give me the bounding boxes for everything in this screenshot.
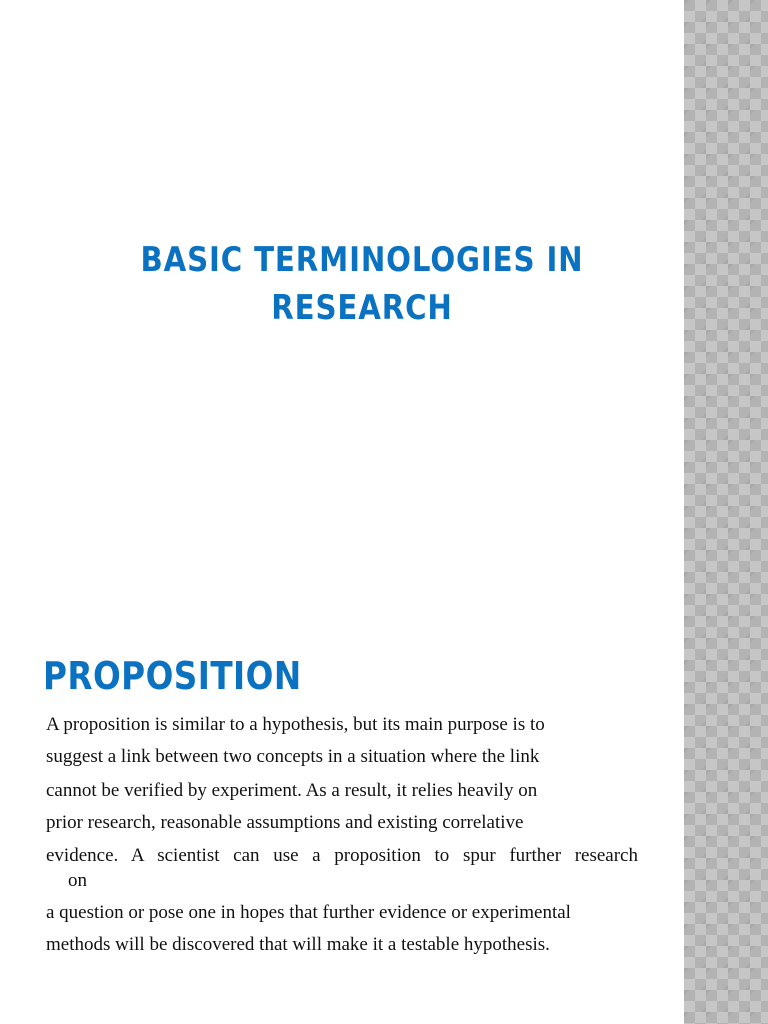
body-line-1: A proposition is similar to a hypothesis, but its main purpose is to — [46, 714, 545, 735]
body-line-4: prior research, reasonable assumptions and existing correlative — [46, 812, 524, 833]
body-line-6: on — [68, 870, 87, 891]
body-line-5: evidence. A scientist can use a proposition to spur further research — [46, 845, 638, 866]
section-heading: PROPOSITION — [43, 654, 302, 698]
decorative-side-pattern — [684, 0, 768, 1024]
slide-title — [85, 236, 639, 332]
slide-title-line-1: BASIC TERMINOLOGIES IN — [140, 240, 584, 280]
body-line-2: suggest a link between two concepts in a situation where the link — [46, 746, 540, 767]
slide-title-line-2: RESEARCH — [271, 288, 453, 328]
body-line-8: methods will be discovered that will make it a testable hypothesis. — [46, 934, 550, 955]
body-line-7: a question or pose one in hopes that further evidence or experimental — [46, 902, 571, 923]
body-line-3: cannot be verified by experiment. As a result, it relies heavily on — [46, 780, 538, 801]
